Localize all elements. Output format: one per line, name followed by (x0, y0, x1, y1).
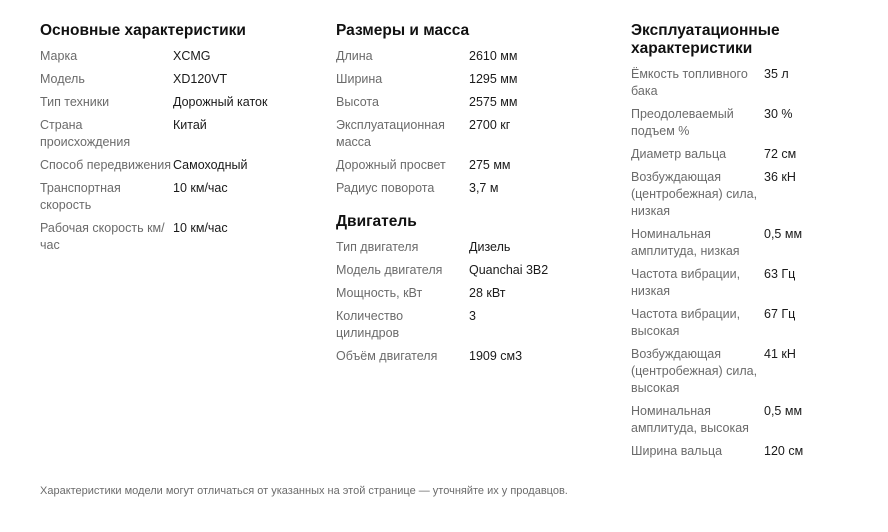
spec-label: Номинальная амплитуда, низкая (631, 227, 740, 258)
spec-label: Тип техники (40, 95, 110, 109)
spec-row (40, 220, 310, 254)
spec-label: Диаметр вальца (631, 147, 727, 161)
spec-value: 3 (469, 309, 476, 323)
spec-row (336, 285, 606, 302)
operational-title: Эксплуатационные характеристики (631, 22, 780, 57)
spec-value: 35 л (764, 67, 789, 81)
spec-value: 63 Гц (764, 267, 796, 281)
spec-label: Мощность, кВт (336, 286, 423, 300)
spec-row (40, 117, 310, 151)
spec-row (336, 117, 606, 151)
spec-value: 72 см (764, 147, 797, 161)
engine-section (336, 213, 606, 365)
spec-value: XCMG (173, 49, 211, 63)
spec-label: Марка (40, 49, 78, 63)
spec-row (631, 226, 881, 260)
spec-row (336, 262, 606, 279)
main-specs-section (40, 22, 310, 254)
spec-value: 0,5 мм (764, 227, 803, 241)
spec-value: 36 кН (764, 170, 796, 184)
spec-value: Дизель (469, 240, 511, 254)
spec-label: Номинальная амплитуда, высокая (631, 404, 749, 435)
spec-label: Транспортная скорость (40, 181, 121, 212)
spec-label: Способ передвижения (40, 158, 171, 172)
engine-title: Двигатель (336, 213, 417, 230)
spec-label: Количество цилиндров (336, 309, 404, 340)
spec-row (336, 157, 606, 174)
dimensions-engine-column (336, 22, 606, 371)
spec-row (40, 94, 310, 111)
spec-value: 30 % (764, 107, 793, 121)
spec-label: Дорожный просвет (336, 158, 446, 172)
main-specs-column (40, 22, 310, 260)
spec-row (631, 146, 881, 163)
spec-value: Дорожный каток (173, 95, 268, 109)
spec-row (631, 66, 881, 100)
spec-row (336, 308, 606, 342)
spec-label: Эксплуатационная масса (336, 118, 445, 149)
spec-row (40, 48, 310, 65)
spec-label: Рабочая скорость км/час (40, 221, 165, 252)
spec-value: Quanchai 3B2 (469, 263, 549, 277)
spec-label: Возбуждающая (центробежная) сила, низкая (631, 170, 758, 218)
spec-row (336, 239, 606, 256)
spec-label: Объём двигателя (336, 349, 438, 363)
spec-value: 2610 мм (469, 49, 518, 63)
spec-label: Частота вибрации, высокая (631, 307, 741, 338)
spec-value: Китай (173, 118, 207, 132)
spec-label: Модель (40, 72, 85, 86)
spec-row (336, 48, 606, 65)
disclaimer-footnote: Характеристики модели могут отличаться от указанных на этой странице — уточняйте их у продавцов. (40, 485, 568, 497)
spec-value: Самоходный (173, 158, 248, 172)
spec-row (631, 306, 881, 340)
spec-label: Радиус поворота (336, 181, 435, 195)
spec-label: Частота вибрации, низкая (631, 267, 741, 298)
spec-value: 10 км/час (173, 181, 228, 195)
spec-value: 120 см (764, 444, 804, 458)
spec-label: Преодолеваемый подъем % (631, 107, 734, 138)
spec-label: Возбуждающая (центробежная) сила, высокая (631, 347, 758, 395)
spec-label: Тип двигателя (336, 240, 419, 254)
spec-label: Длина (336, 49, 373, 63)
spec-label: Страна происхождения (40, 118, 131, 149)
spec-row (631, 403, 881, 437)
spec-label: Ширина (336, 72, 383, 86)
spec-value: 3,7 м (469, 181, 499, 195)
spec-value: 10 км/час (173, 221, 228, 235)
spec-label: Ёмкость топливного бака (631, 67, 748, 98)
spec-label: Высота (336, 95, 379, 109)
spec-value: 67 Гц (764, 307, 796, 321)
spec-label: Модель двигателя (336, 263, 443, 277)
spec-row (336, 71, 606, 88)
spec-row (631, 443, 881, 460)
spec-row (336, 180, 606, 197)
dimensions-title: Размеры и масса (336, 22, 470, 39)
spec-value: 2575 мм (469, 95, 518, 109)
spec-label: Ширина вальца (631, 444, 723, 458)
spec-row (40, 157, 310, 174)
operational-column (631, 22, 881, 466)
spec-value: XD120VT (173, 72, 228, 86)
dimensions-section (336, 22, 606, 197)
operational-section (631, 22, 881, 460)
spec-row (631, 106, 881, 140)
spec-value: 0,5 мм (764, 404, 803, 418)
spec-value: 275 мм (469, 158, 511, 172)
spec-value: 2700 кг (469, 118, 511, 132)
spec-value: 41 кН (764, 347, 796, 361)
spec-row (336, 348, 606, 365)
spec-row (631, 346, 881, 397)
spec-value: 1909 см3 (469, 349, 523, 363)
main-specs-title: Основные характеристики (40, 22, 246, 39)
spec-row (40, 71, 310, 88)
spec-value: 28 кВт (469, 286, 506, 300)
spec-value: 1295 мм (469, 72, 518, 86)
spec-row (631, 169, 881, 220)
spec-row (40, 180, 310, 214)
spec-row (631, 266, 881, 300)
spec-row (336, 94, 606, 111)
